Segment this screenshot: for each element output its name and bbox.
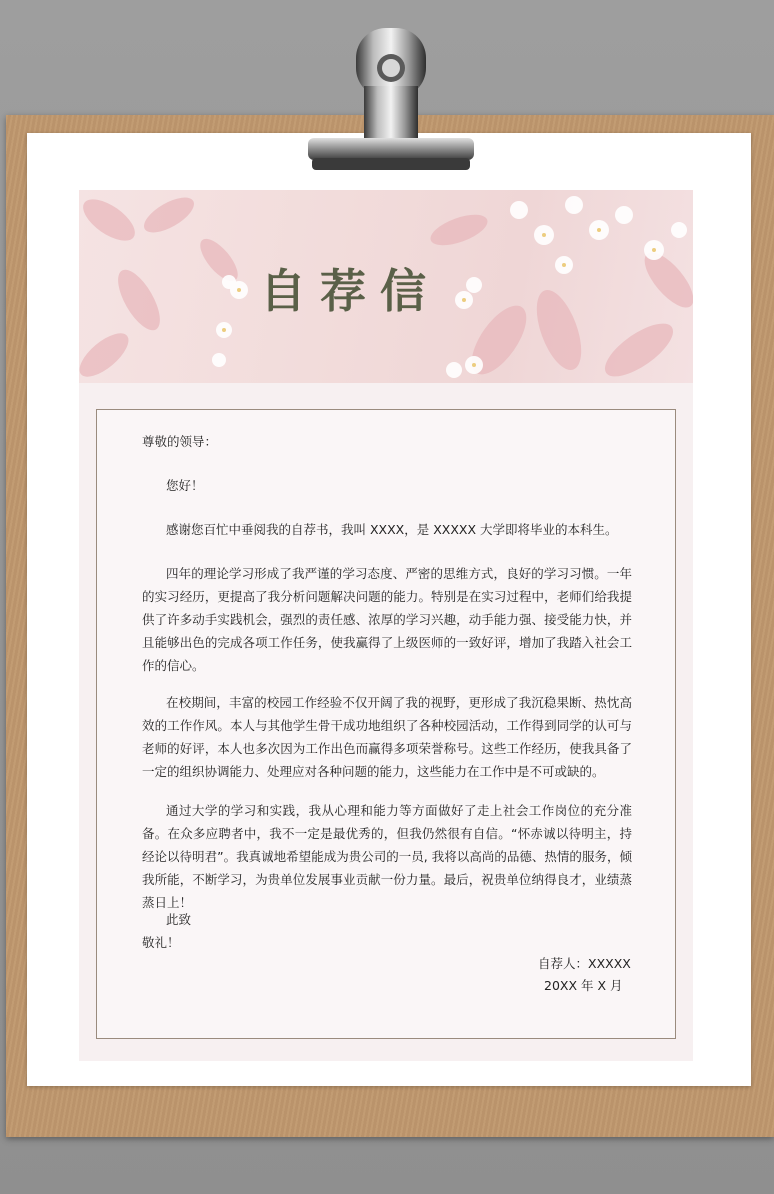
- paragraph-3: [142, 691, 632, 783]
- paragraph-2: [142, 562, 632, 677]
- date: 20XX 年 X 月: [544, 978, 623, 993]
- greeting: 尊敬的领导：: [142, 434, 218, 449]
- paragraph-3-text: 在校期间，丰富的校园工作经验不仅开阔了我的视野，更形成了我沉稳果断、热忱高效的工作作风。本人与其他学生骨干成功地组织了各种校园活动，工作得到同学的认可与老师的好评，本人也多次因为工作出色而赢得多项荣誉称号。这些工作经历，使我具备了一定的组织协调能力、处理应对各种问题的能力，这些能力在工作中是不可或缺的。: [142, 695, 632, 779]
- paragraph-1: [142, 518, 632, 541]
- binder-clip-icon: [306, 26, 476, 176]
- signature: 自荐人：XXXXX: [538, 956, 631, 971]
- paragraph-4: [142, 799, 632, 914]
- page-title: 自荐信: [260, 264, 440, 318]
- hello: 您好！: [166, 478, 204, 493]
- paragraph-1-text: 感谢您百忙中垂阅我的自荐书，我叫 XXXX，是 XXXXX 大学即将毕业的本科生。: [166, 522, 618, 537]
- paragraph-4-text: 通过大学的学习和实践，我从心理和能力等方面做好了走上社会工作岗位的充分准备。在众多应聘者中，我不一定是最优秀的，但我仍然很有自信。“怀赤诚以待明主，持经论以待明君”。我真诚地希望能成为贵公司的一员, 我将以高尚的品德、热情的服务，倾我所能，不断学习，为贵单位发展事业贡献一份力量。最后，祝贵单位纳得良才，业绩蒸蒸日上！: [142, 803, 632, 910]
- closing-line-1: 此致: [166, 912, 192, 927]
- closing-line-2: 敬礼！: [142, 935, 180, 950]
- paragraph-2-text: 四年的理论学习形成了我严谨的学习态度、严密的思维方式，良好的学习习惯。一年的实习经历，更提高了我分析问题解决问题的能力。特别是在实习过程中，老师们给我提供了许多动手实践机会，强烈的责任感、浓厚的学习兴趣，动手能力强、接受能力快，并且能够出色的完成各项工作任务，使我赢得了上级医师的一致好评，增加了我踏入社会工作的信心。: [142, 566, 632, 673]
